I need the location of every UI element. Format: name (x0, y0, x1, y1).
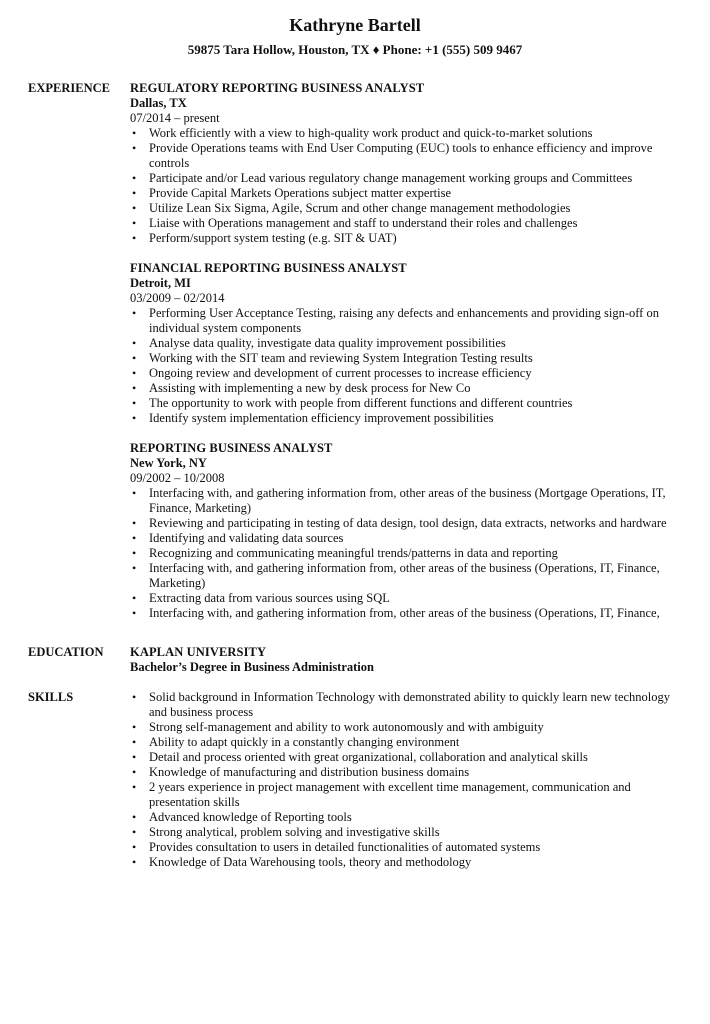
bullet-item (130, 825, 675, 840)
bullet-text: Extracting data from various sources using SQL (149, 591, 390, 605)
bullet-item (130, 690, 675, 720)
job-title: FINANCIAL REPORTING BUSINESS ANALYST (130, 261, 407, 275)
bullet-icon: • (132, 486, 137, 500)
bullet-item (130, 306, 675, 336)
job-title: REPORTING BUSINESS ANALYST (130, 441, 333, 455)
experience-body (130, 81, 675, 636)
bullet-item (130, 855, 675, 870)
bullet-item (130, 366, 675, 381)
bullet-text: Advanced knowledge of Reporting tools (149, 810, 352, 824)
resume-header (0, 0, 710, 58)
bullet-item (130, 351, 675, 366)
bullet-text: Work efficiently with a view to high-quality work product and quick-to-market solutions (149, 126, 593, 140)
bullet-text: Interfacing with, and gathering information from, other areas of the business (Mortgage Operations, IT, Finance, Marketing) (149, 486, 666, 515)
bullet-icon: • (132, 765, 137, 779)
bullet-item (130, 171, 675, 186)
bullet-text: Assisting with implementing a new by desk process for New Co (149, 381, 471, 395)
bullet-text: Recognizing and communicating meaningful trends/patterns in data and reporting (149, 546, 558, 560)
bullet-text: Working with the SIT team and reviewing System Integration Testing results (149, 351, 533, 365)
bullet-icon: • (132, 201, 137, 215)
bullet-text: The opportunity to work with people from different functions and different countries (149, 396, 573, 410)
bullet-item (130, 126, 675, 141)
skills-bullets (130, 690, 675, 870)
bullet-icon: • (132, 231, 137, 245)
bullet-icon: • (132, 720, 137, 734)
bullet-text: Knowledge of manufacturing and distribution business domains (149, 765, 470, 779)
bullet-item (130, 591, 675, 606)
bullet-text: Identifying and validating data sources (149, 531, 344, 545)
bullet-item (130, 411, 675, 426)
job-entry (130, 261, 675, 426)
bullet-icon: • (132, 516, 137, 530)
bullet-text: Performing User Acceptance Testing, raising any defects and enhancements and providing sign-off on individual system components (149, 306, 659, 335)
bullet-icon: • (132, 735, 137, 749)
bullet-text: Perform/support system testing (e.g. SIT & UAT) (149, 231, 397, 245)
job-dates: 09/2002 – 10/2008 (130, 471, 225, 485)
bullet-item (130, 546, 675, 561)
skills-body (130, 690, 675, 870)
bullet-text: Identify system implementation efficiency improvement possibilities (149, 411, 494, 425)
bullet-item (130, 765, 675, 780)
bullet-icon: • (132, 840, 137, 854)
bullet-icon: • (132, 546, 137, 560)
bullet-text: Strong self-management and ability to work autonomously and with ambiguity (149, 720, 544, 734)
bullet-text: 2 years experience in project management with excellent time management, communication and presentation skills (149, 780, 631, 809)
bullet-text: Detail and process oriented with great organizational, collaboration and analytical skills (149, 750, 588, 764)
job-title: REGULATORY REPORTING BUSINESS ANALYST (130, 81, 425, 95)
bullet-text: Knowledge of Data Warehousing tools, theory and methodology (149, 855, 472, 869)
job-entry (130, 81, 675, 246)
bullet-icon: • (132, 351, 137, 365)
experience-label: EXPERIENCE (28, 81, 110, 95)
job-bullets (130, 126, 675, 246)
bullet-item (130, 561, 675, 591)
bullet-item (130, 531, 675, 546)
bullet-item (130, 516, 675, 531)
bullet-item (130, 720, 675, 735)
school-name: KAPLAN UNIVERSITY (130, 645, 267, 659)
job-bullets (130, 306, 675, 426)
bullet-text: Interfacing with, and gathering information from, other areas of the business (Operations, IT, Finance, Marketing) (149, 561, 660, 590)
degree-name: Bachelor’s Degree in Business Administration (130, 660, 374, 674)
job-location: Detroit, MI (130, 276, 191, 290)
bullet-item (130, 750, 675, 765)
bullet-icon: • (132, 606, 137, 620)
bullet-item (130, 606, 675, 621)
job-entry (130, 441, 675, 621)
bullet-item (130, 396, 675, 411)
bullet-icon: • (132, 396, 137, 410)
bullet-icon: • (132, 531, 137, 545)
bullet-icon: • (132, 591, 137, 605)
bullet-icon: • (132, 336, 137, 350)
bullet-item (130, 735, 675, 750)
bullet-icon: • (132, 141, 137, 155)
bullet-icon: • (132, 810, 137, 824)
bullet-icon: • (132, 381, 137, 395)
contact-line: 59875 Tara Hollow, Houston, TX ♦ Phone: +1 (555) 509 9467 (187, 42, 523, 57)
bullet-icon: • (132, 750, 137, 764)
bullet-icon: • (132, 561, 137, 575)
bullet-icon: • (132, 780, 137, 794)
bullet-text: Provide Capital Markets Operations subject matter expertise (149, 186, 451, 200)
bullet-item (130, 336, 675, 351)
bullet-icon: • (132, 855, 137, 869)
bullet-text: Ability to adapt quickly in a constantly changing environment (149, 735, 460, 749)
bullet-text: Analyse data quality, investigate data quality improvement possibilities (149, 336, 506, 350)
bullet-item (130, 216, 675, 231)
bullet-icon: • (132, 306, 137, 320)
bullet-text: Participate and/or Lead various regulatory change management working groups and Committees (149, 171, 633, 185)
bullet-text: Solid background in Information Technology with demonstrated ability to quickly learn new technology and business process (149, 690, 671, 719)
job-bullets (130, 486, 675, 621)
candidate-name: Kathryne Bartell (289, 15, 421, 35)
bullet-text: Interfacing with, and gathering information from, other areas of the business (Operations, IT, Finance, (149, 606, 660, 620)
bullet-item (130, 201, 675, 216)
bullet-text: Provides consultation to users in detailed functionalities of automated systems (149, 840, 541, 854)
job-location: New York, NY (130, 456, 207, 470)
bullet-icon: • (132, 216, 137, 230)
bullet-item (130, 840, 675, 855)
bullet-icon: • (132, 411, 137, 425)
bullet-item (130, 186, 675, 201)
bullet-icon: • (132, 690, 137, 704)
job-dates: 07/2014 – present (130, 111, 220, 125)
skills-label: SKILLS (28, 690, 74, 704)
education-label: EDUCATION (28, 645, 104, 659)
bullet-icon: • (132, 171, 137, 185)
bullet-item (130, 231, 675, 246)
job-location: Dallas, TX (130, 96, 187, 110)
bullet-item (130, 486, 675, 516)
bullet-text: Strong analytical, problem solving and investigative skills (149, 825, 440, 839)
bullet-text: Provide Operations teams with End User Computing (EUC) tools to enhance efficiency and improve controls (149, 141, 653, 170)
bullet-item (130, 810, 675, 825)
bullet-text: Ongoing review and development of current processes to increase efficiency (149, 366, 532, 380)
bullet-item (130, 780, 675, 810)
bullet-icon: • (132, 186, 137, 200)
bullet-item (130, 381, 675, 396)
bullet-text: Liaise with Operations management and staff to understand their roles and challenges (149, 216, 578, 230)
bullet-icon: • (132, 126, 137, 140)
bullet-icon: • (132, 825, 137, 839)
bullet-item (130, 141, 675, 171)
bullet-text: Reviewing and participating in testing of data design, tool design, data extracts, networks and hardware (149, 516, 667, 530)
job-dates: 03/2009 – 02/2014 (130, 291, 225, 305)
bullet-text: Utilize Lean Six Sigma, Agile, Scrum and other change management methodologies (149, 201, 571, 215)
education-body (130, 645, 675, 675)
bullet-icon: • (132, 366, 137, 380)
